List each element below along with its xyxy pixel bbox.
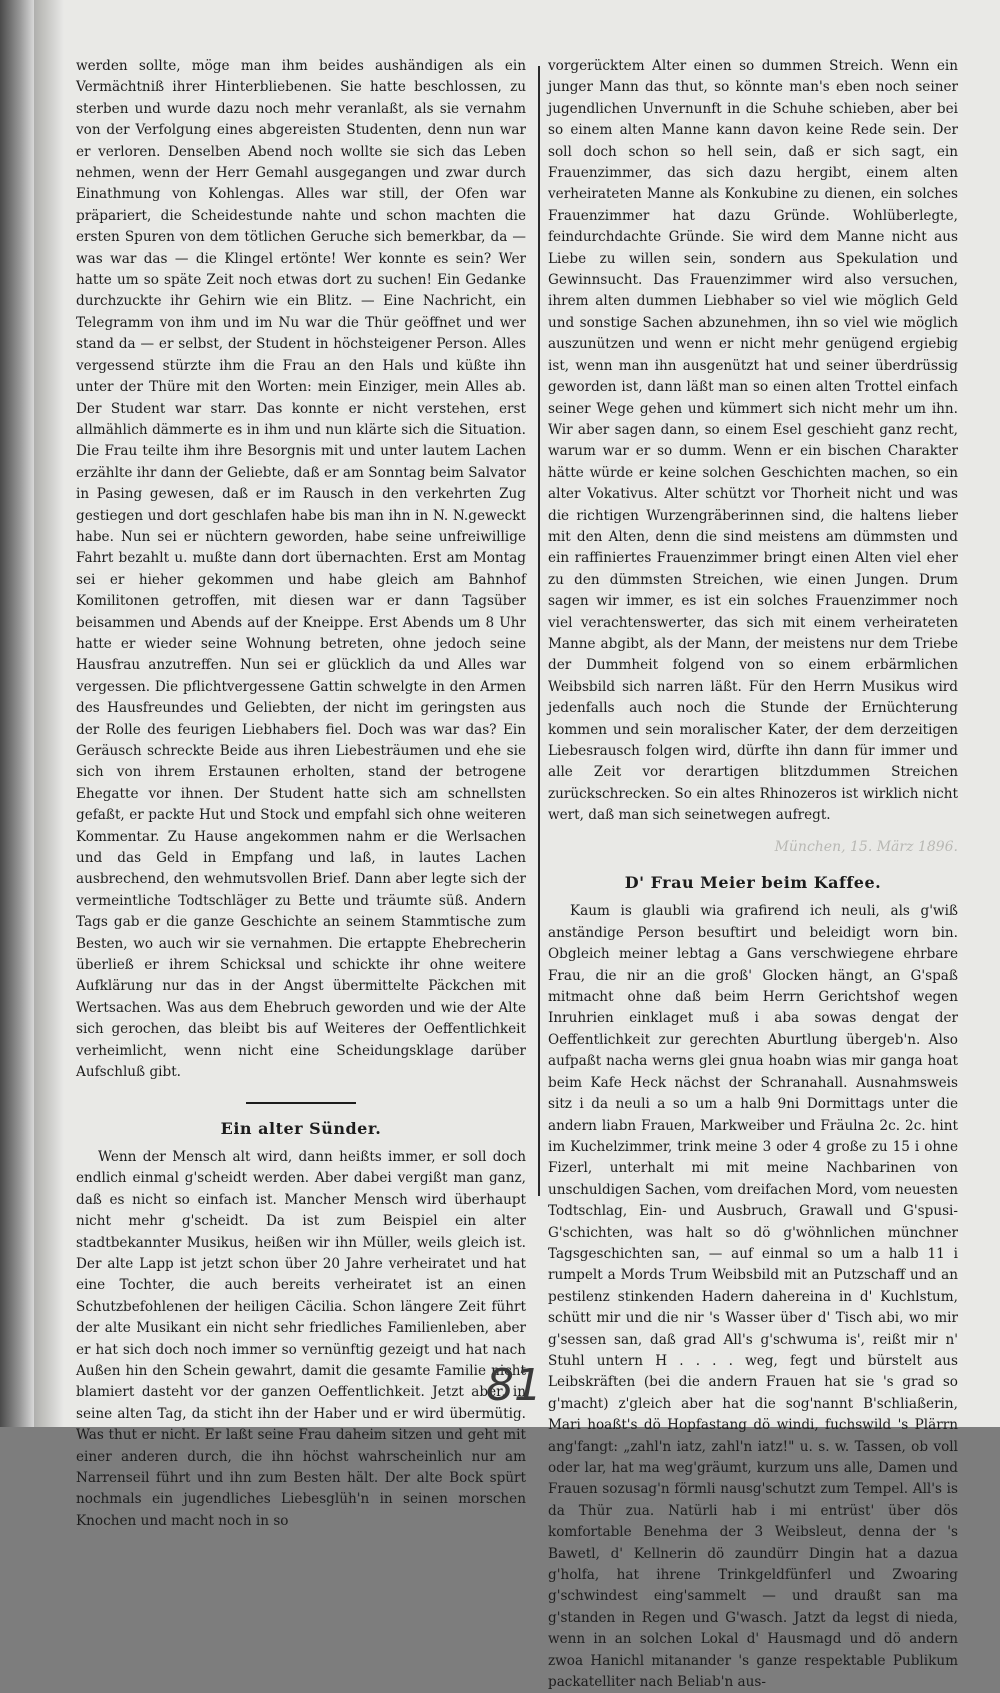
- dateline: München, 15. März 1896.: [774, 838, 958, 855]
- article-heading-frau-meier: D' Frau Meier beim Kaffee.: [624, 873, 882, 893]
- column-rule: [538, 66, 540, 1196]
- article-heading-ein-alter-sunder: Ein alter Sünder.: [220, 1118, 382, 1138]
- section-divider: [246, 1102, 356, 1104]
- left-column: [76, 56, 526, 1532]
- article-meier-text: Kaum is glaubli wia grafirend ich neuli, als g'wiß anständige Person besuftirt und beleidigt worn bin. Obgleich meiner lebtag a Gans verschwiegene ehrbare Frau, die nir an die groß' Glocken hängt, an G'spaß mitmacht ohne daß beim Herrn Gerichtshof wegen Inruhrien einklaget muß i aba sowas dengat der Oeffentlichkeit zur gerechten Aburtlung übergeb'n. Also aufpaßt nacha werns glei gnua hoabn wias mir ganga hoat beim Kafe Heck nächst der Schranahall. Ausnahmsweis sitz i da neuli a so um a halb 9ni Dormittags unter die andern liabn Frauen, Markweiber und Fräulna 2c. 2c. hint im Kuchelzimmer, trink meine 3 oder 4 große zu 15 i ohne Fizerl, unterhalt mi mit meine Nachbarinen von unschuldigen Sachen, vom dreifachen Mord, vom neuesten Todtschlag, Ein- und Ausbruch, Grawall und G'spusi-G'schichten, was halt so dö g'wöhnlichen münchner Tagsgeschichten san, — auf einmal so um a halb 11 i rumpelt a Mords Trum Weibsbild mit an Putzschaff und an pestilenz stinkenden Hadern dahereina in d' Kuchlstum, schütt mir und die nir 's Wasser über d' Tisch abi, wo mir g'sessen san, daß grad All's g'schwuma is', reißt mir n' Stuhl untern H . . . . weg, fegt und bürstelt aus Leibskräften (bei die andern Frauen hat sie 's grad so g'macht) z'gleich aber hat die sog'nannt B'schliaßerin, Mari hoaßt's dö Hopfastang dö windi, fuchswild 's Plärrn ang'fangt: „zahl'n iatz, zahl'n iatz!" u. s. w. Tassen, ob voll oder lar, hat ma weg'gräumt, kurzum uns alle, Damen und Frauen sozusag'n förmli nausg'schutzt zum Tempel. All's is da Thür zua. Natürli hab i mi entrüst' über dös komfortable Benehma der 3 Weibsleut, denna der 's Bawetl, d' Kellnerin dö zaundürr Dingin hat a dazua g'holfa, hat ihrene Trinkgeldfünferl und Zwoaring g'schwindest eing'sammelt — und draußt san ma g'standen in Regen und G'wasch. Jatzt da legst di nieda, wenn in an solchen Lokal d' Hausmagd und dö andern zwoa Hanichl mitanander 's ganze respektable Publikum packatelliter nach Beliab'n aus-: [548, 903, 958, 1691]
- article-sunder-text-part1: Wenn der Mensch alt wird, dann heißts immer, er soll doch endlich einmal g'scheidt werden. Aber dabei vergißt man ganz, daß es nicht so einfach ist. Mancher Mensch wird überhaupt nicht mehr g'scheidt. Da ist zum Beispiel ein alter stadtbekannter Musikus, heißen wir ihn Müller, weils gleich ist. Der alte Lapp ist jetzt schon über 20 Jahre verheiratet und hat eine Tochter, die auch bereits verheiratet ist an einen Schutzbefohlenen der heiligen Cäcilia. Schon längere Zeit führt der alte Musikant ein nicht sehr friedliches Familienleben, aber er hat sich doch noch immer so vernünftig gezeigt und hat nach Außen hin den Schein gewahrt, damit die gesamte Familie nicht blamiert dasteht vor der ganzen Oeffentlichkeit. Jetzt aber, in seine alten Tag, da sticht ihn der Haber und er wird übermütig. Was thut er nicht. Er laßt seine Frau daheim sitzen und geht mit einer anderen durch, die ihn höchst wahrscheinlich nur am Narrenseil führt und ihn zum Besten hält. Der alte Bock spürt nochmals ein jugendliches Liebesglüh'n in seinen morschen Knochen und macht noch in so: [76, 1148, 526, 1529]
- handwritten-page-number: 81: [486, 1360, 542, 1411]
- scan-binding-edge: [0, 0, 34, 1427]
- article-continuation-text: werden sollte, möge man ihm beides aushändigen als ein Vermächtniß ihrer Hinterbliebenen. Sie hatte beschlossen, zu sterben und wurde dazu noch mehr veranlaßt, als sie vernahm von der Verfolgung eines abgereisten Studenten, denn nun war er verloren. Denselben Abend noch wollte sie sich das Leben nehmen, wenn der Herr Gemahl ausgegangen und zwar durch Einathmung von Kohlengas. Alles war still, der Ofen war präpariert, die Scheidestunde nahte und schon machten die ersten Spuren von dem tötlichen Geruche sich bemerkbar, da — was war das — die Klingel ertönte! Wer konnte es sein? Wer hatte um so späte Zeit noch etwas dort zu suchen! Ein Gedanke durchzuckte ihr Gehirn wie ein Blitz. — Eine Nachricht, ein Telegramm von ihm und im Nu war die Thür geöffnet und wer stand da — er selbst, der Student in höchsteigener Person. Alles vergessend stürzte ihm die Frau an den Hals und küßte ihn unter der Thüre mit den Worten: mein Einziger, mein Alles ab. Der Student war starr. Das konnte er nicht verstehen, erst allmählich dämmerte es in ihm und nun klärte sich die Situation. Die Frau teilte ihm ihre Besorgnis mit und unter lautem Lachen erzählte ihr dann der Geliebte, daß er am Sonntag beim Salvator in Pasing gewesen, daß er im Rausch in den verkehrten Zug gestiegen und dort geschlafen habe bis man ihn in N. N.geweckt habe. Nun sei er nüchtern geworden, habe seine unfreiwillige Fahrt bezahlt u. mußte dann dort übernachten. Erst am Montag sei er hieher gekommen und habe gleich am Bahnhof Komilitonen getroffen, mit diesen war er dann Tagsüber beisammen und Abends auf der Kneippe. Erst Abends um 8 Uhr hatte er wieder seine Wohnung betreten, ohne jedoch seine Hausfrau anzutreffen. Nun sei er glücklich da und Alles war vergessen. Die pflichtvergessene Gattin schwelgte in den Armen des Hausfreundes und Geliebten, der nicht im geringsten aus der Rolle des feurigen Liebhabers fiel. Doch was war das? Ein Geräusch schreckte Beide aus ihren Liebesträumen und ehe sie sich von ihrem Erstaunen erholten, stand der betrogene Ehegatte vor ihnen. Der Student hatte sich am schnellsten gefaßt, er packte Hut und Stock und empfahl sich ohne weiteren Kommentar. Zu Hause angekommen nahm er die Werlsachen und das Geld in Empfang und laß, in lautes Lachen ausbrechend, den wehmutsvollen Brief. Dann aber legte sich der vermeintliche Todtschläger zu Bette und träumte süß. Andern Tags gab er die ganze Geschichte an seinem Stammtische zum Besten, wo auch wir sie vernahmen. Die ertappte Ehebrecherin überließ er ihrem Schicksal und schickte ihr ohne weitere Aufklärung nur das in der Angst übermittelte Päckchen mit Wertsachen. Was aus dem Ehebruch geworden und wie der Alte sich gerochen, das bleibt bis auf Weiteres der Oeffentlichkeit verheimlicht, wenn nicht eine Scheidungsklage darüber Aufschluß gibt.: [76, 58, 526, 1081]
- article-sunder-text-part2: vorgerücktem Alter einen so dummen Streich. Wenn ein junger Mann das thut, so könnte man's eben noch seiner jugendlichen Unvernunft in die Schuhe schieben, aber bei so einem alten Manne kann davon keine Rede sein. Der soll doch schon so hell sein, daß er sich sagt, ein Frauenzimmer, das sich dazu hergibt, einem alten verheirateten Manne als Konkubine zu dienen, ein solches Frauenzimmer hat dazu Gründe. Wohlüberlegte, feindurchdachte Gründe. Sie wird dem Manne nicht aus Liebe zu willen sein, sondern aus Spekulation und Gewinnsucht. Das Frauenzimmer wird also versuchen, ihrem alten dummen Liebhaber so viel wie möglich Geld und sonstige Sachen abzunehmen, ihn so viel wie möglich auszunützen und wenn er nicht mehr genügend ergiebig ist, wenn man ihn ausgenützt hat und seiner überdrüssig geworden ist, dann läßt man so einen alten Trottel einfach seiner Wege gehen und kümmert sich nicht mehr um ihn. Wir aber sagen dann, so einem Esel geschieht ganz recht, warum war er so dumm. Wenn er ein bischen Charakter hätte würde er keine solchen Geschichten machen, so ein alter Vokativus. Alter schützt vor Thorheit nicht und was die richtigen Wurzengräberinnen sind, die haltens lieber mit den Alten, denn die sind meistens am dümmsten und ein raffiniertes Frauenzimmer bringt einen Alten viel eher zu den dümmsten Streichen, wie einen Jungen. Drum sagen wir immer, es ist ein solches Frauenzimmer noch viel verachtenswerter, das sich mit einem verheirateten Manne abgibt, als der Mann, der meistens nur dem Triebe der Dummheit folgend von so einem erbärmlichen Weibsbild sich narren läßt. Für den Herrn Musikus wird jedenfalls auch noch die Stunde der Ernüchterung kommen und sein moralischer Kater, der dem derzeitigen Liebesrausch folgen wird, dürfte ihn dann für immer und alle Zeit vor derartigen blitzdummen Streichen zurückschrecken. So ein altes Rhinozeros ist wirklich nicht wert, daß man sich seinetwegen aufregt.: [548, 58, 958, 824]
- right-column: [548, 56, 958, 1693]
